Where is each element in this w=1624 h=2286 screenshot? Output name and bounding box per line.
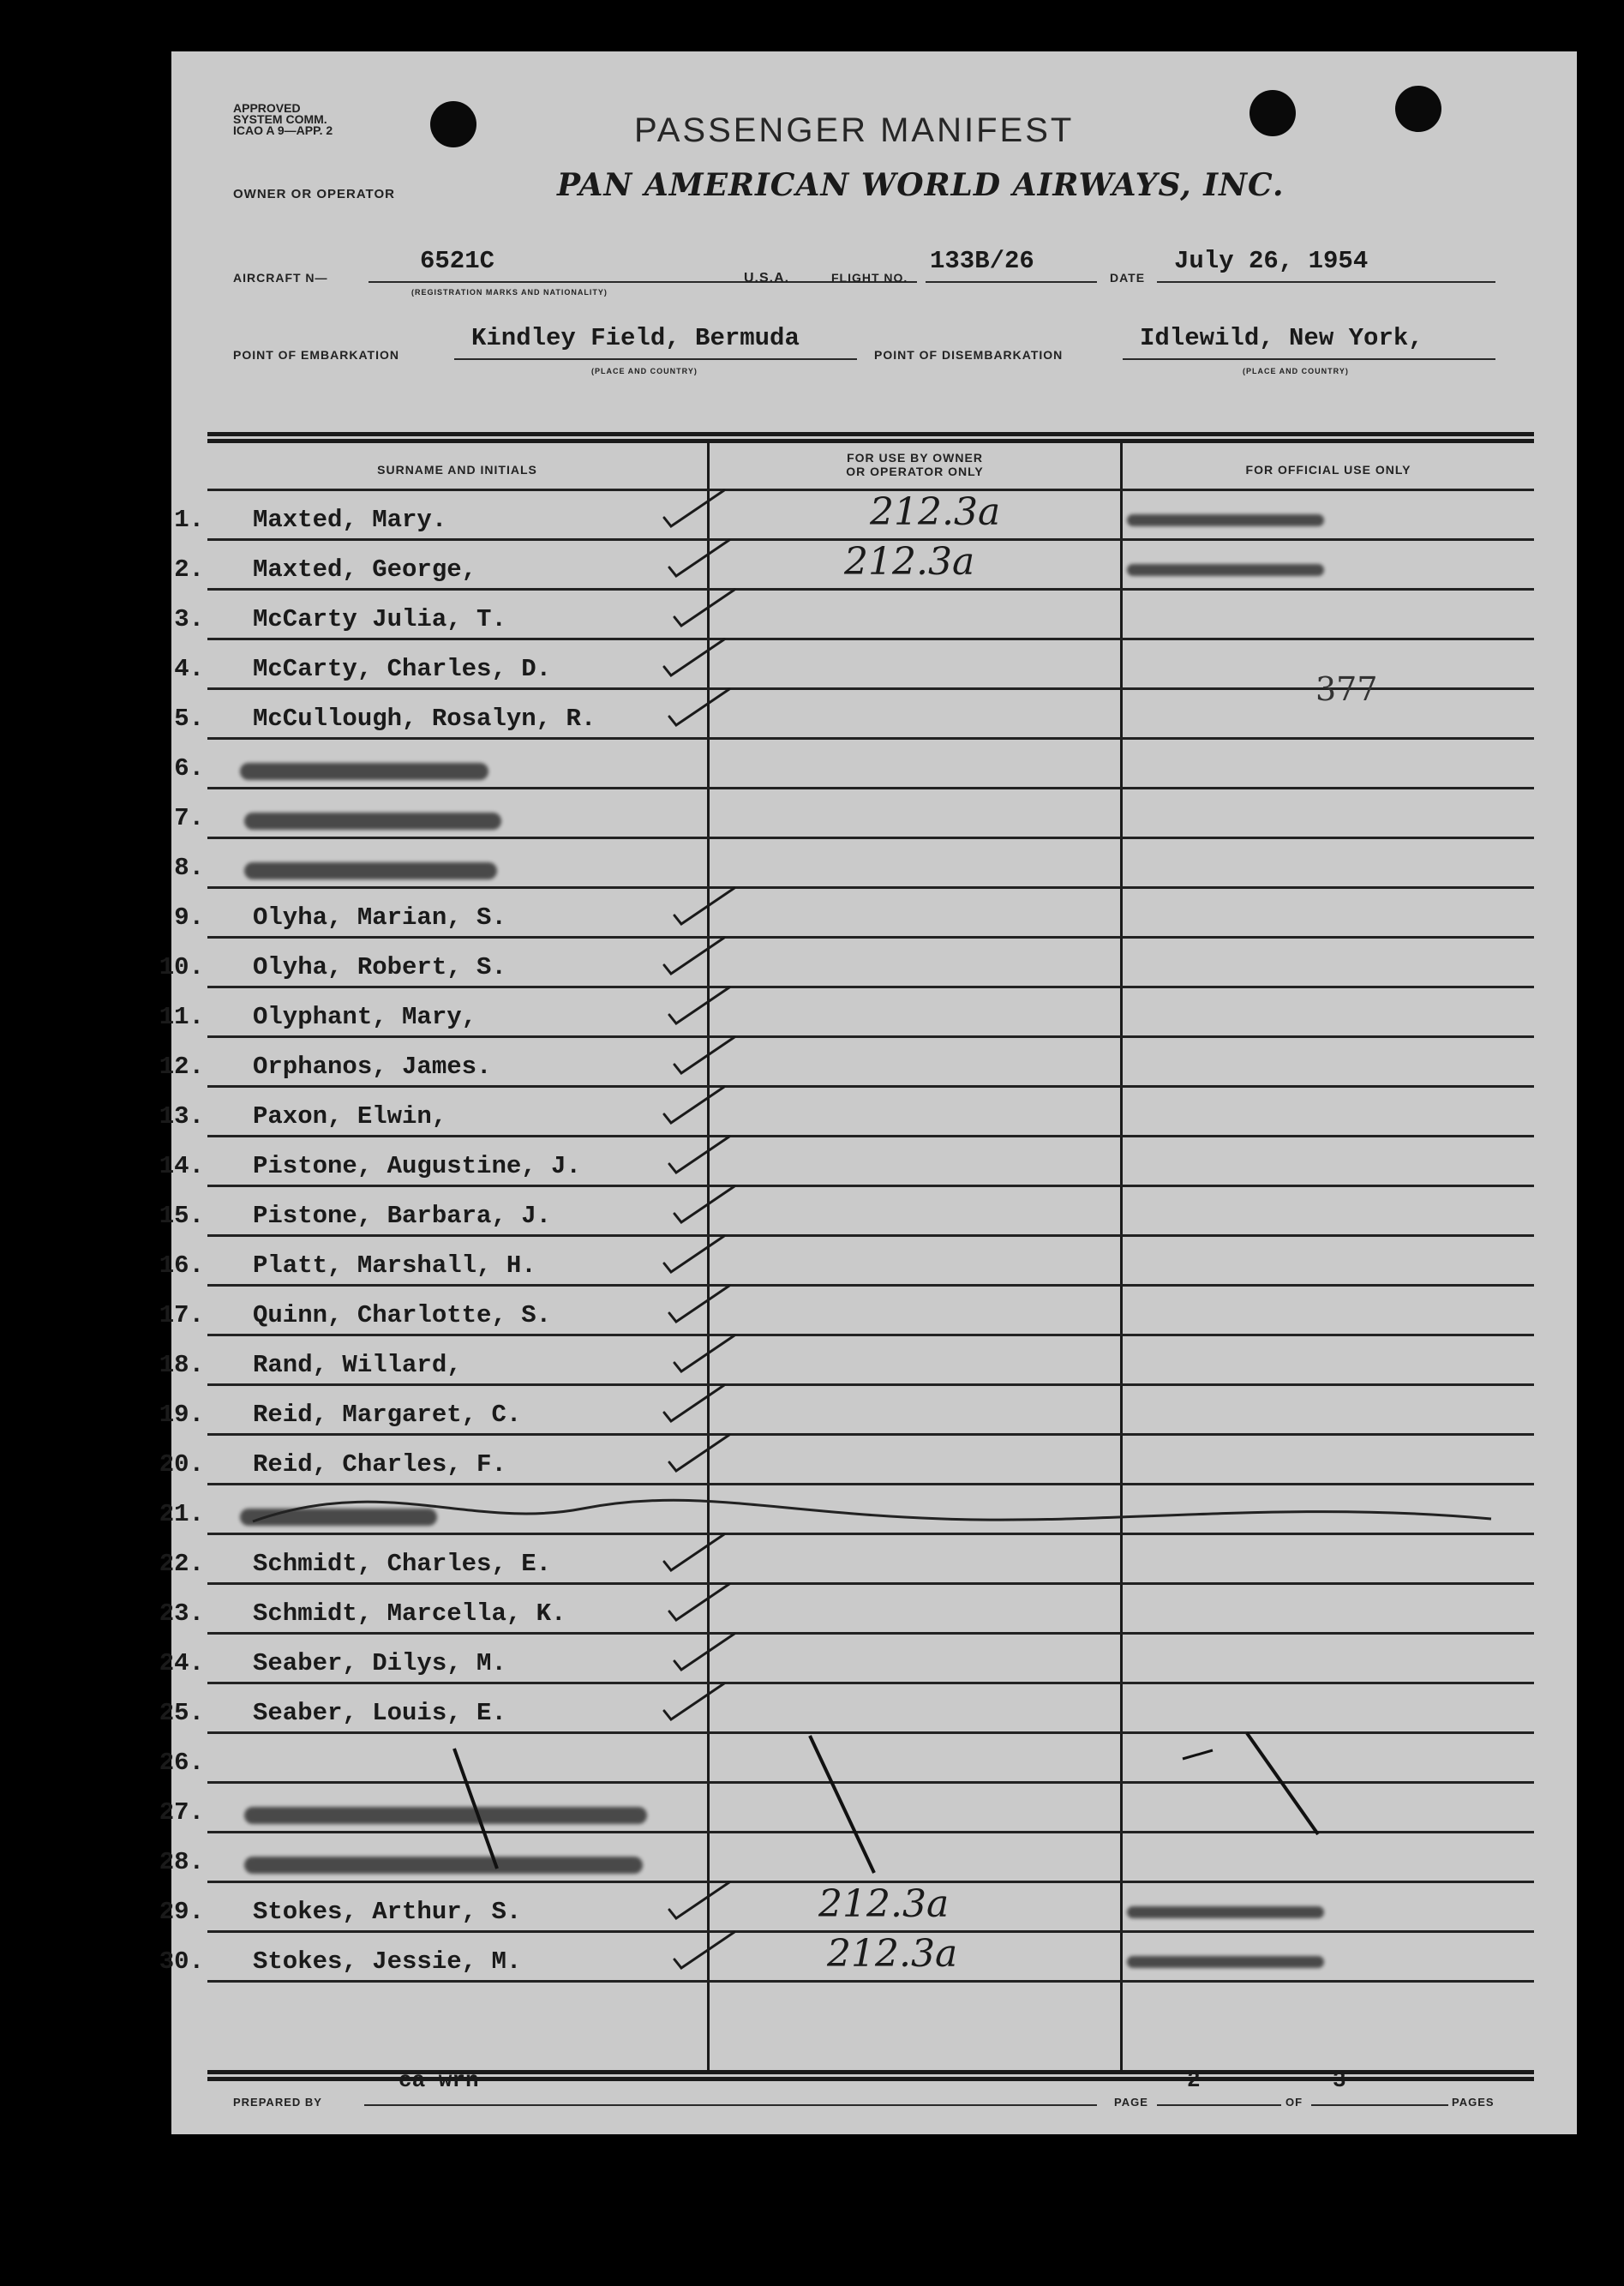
passenger-name: Platt, Marshall, H. xyxy=(253,1251,536,1280)
operator-name: PAN AMERICAN WORLD AIRWAYS, INC. xyxy=(557,167,1285,203)
row-number: 8. xyxy=(174,854,204,882)
check-mark xyxy=(669,987,729,1023)
check-mark xyxy=(664,1385,724,1421)
check-mark xyxy=(674,1335,734,1371)
row-number: 26. xyxy=(159,1749,204,1777)
check-mark xyxy=(674,1186,734,1222)
approval-line-2: SYSTEM COMM. xyxy=(233,112,327,126)
disembark-label: POINT OF DISEMBARKATION xyxy=(874,348,1064,362)
passenger-name: Paxon, Elwin, xyxy=(253,1102,447,1131)
row-number: 24. xyxy=(159,1649,204,1677)
approval-line-1: APPROVED xyxy=(233,101,301,115)
approval-line-3: ICAO A 9—APP. 2 xyxy=(233,123,333,137)
check-mark xyxy=(664,1236,724,1272)
aircraft-label: AIRCRAFT N— xyxy=(233,271,328,285)
row-number: 13. xyxy=(159,1102,204,1131)
pages-label: PAGES xyxy=(1452,2096,1495,2109)
row-number: 6. xyxy=(174,754,204,783)
strike-mark-27 xyxy=(454,1749,497,1869)
check-mark xyxy=(664,938,724,974)
passenger-name: Rand, Willard, xyxy=(253,1351,462,1379)
disembark-value: Idlewild, New York, xyxy=(1140,324,1423,352)
date-value: July 26, 1954 xyxy=(1174,247,1369,275)
owner-note: 212.3a xyxy=(827,1932,958,1976)
owner-label: OWNER OR OPERATOR xyxy=(233,187,395,201)
embark-label: POINT OF EMBARKATION xyxy=(233,348,399,362)
row-number: 2. xyxy=(174,555,204,584)
row-number: 21. xyxy=(159,1500,204,1528)
row-number: 7. xyxy=(174,804,204,832)
col-owner-header-line2: OR OPERATOR ONLY xyxy=(846,465,984,478)
check-mark xyxy=(664,639,724,675)
pen-marks xyxy=(171,51,1577,2134)
total-pages-value: 3 xyxy=(1333,2067,1346,2093)
row-number: 14. xyxy=(159,1152,204,1180)
check-mark xyxy=(674,888,734,924)
passenger-name: Olyha, Robert, S. xyxy=(253,953,506,981)
strike-mark-official xyxy=(1247,1733,1318,1834)
check-mark xyxy=(669,1137,729,1173)
strike-mark-owner xyxy=(810,1736,874,1873)
check-mark xyxy=(664,1087,724,1123)
passenger-name: Maxted, Mary. xyxy=(253,506,447,534)
row-number: 16. xyxy=(159,1251,204,1280)
check-mark xyxy=(674,590,734,626)
date-label: DATE xyxy=(1110,271,1146,285)
usa-label: U.S.A. xyxy=(744,271,790,285)
passenger-name: Olyphant, Mary, xyxy=(253,1003,477,1031)
passenger-name: Maxted, George, xyxy=(253,555,477,584)
check-mark xyxy=(664,490,724,526)
flight-value: 133B/26 xyxy=(930,247,1034,275)
passenger-name: Quinn, Charlotte, S. xyxy=(253,1301,552,1329)
page-value: 2 xyxy=(1187,2067,1201,2093)
flight-label: FLIGHT NO. xyxy=(831,271,908,285)
form-title: PASSENGER MANIFEST xyxy=(634,111,1075,149)
page-label: PAGE xyxy=(1114,2096,1148,2109)
passenger-name: Reid, Charles, F. xyxy=(253,1450,506,1479)
row-number: 9. xyxy=(174,903,204,932)
row-number: 12. xyxy=(159,1053,204,1081)
row-number: 17. xyxy=(159,1301,204,1329)
col-owner-header-line1: FOR USE BY OWNER xyxy=(847,451,983,465)
check-mark xyxy=(669,1286,729,1322)
official-note: 377 xyxy=(1315,670,1378,708)
passenger-name: McCarty, Charles, D. xyxy=(253,655,552,683)
passenger-name: Schmidt, Charles, E. xyxy=(253,1550,552,1578)
passenger-name: Stokes, Jessie, M. xyxy=(253,1947,522,1976)
check-mark xyxy=(674,1634,734,1670)
row-number: 22. xyxy=(159,1550,204,1578)
passenger-name: Pistone, Barbara, J. xyxy=(253,1202,552,1230)
row-number: 29. xyxy=(159,1898,204,1926)
strike-line-21 xyxy=(253,1500,1491,1521)
row-number: 25. xyxy=(159,1699,204,1727)
row-number: 28. xyxy=(159,1848,204,1876)
passenger-name: McCarty Julia, T. xyxy=(253,605,506,633)
row-number: 30. xyxy=(159,1947,204,1976)
passenger-name: Reid, Margaret, C. xyxy=(253,1401,522,1429)
embark-caption: (PLACE AND COUNTRY) xyxy=(591,367,698,375)
row-number: 11. xyxy=(159,1003,204,1031)
owner-note: 212.3a xyxy=(844,540,975,584)
check-mark xyxy=(669,689,729,725)
row-number: 1. xyxy=(174,506,204,534)
embark-value: Kindley Field, Bermuda xyxy=(471,324,800,352)
check-mark xyxy=(664,1534,724,1570)
owner-note: 212.3a xyxy=(818,1882,950,1926)
of-label: OF xyxy=(1285,2096,1303,2109)
row-number: 10. xyxy=(159,953,204,981)
passenger-name: Seaber, Dilys, M. xyxy=(253,1649,506,1677)
check-mark xyxy=(669,1882,729,1918)
aircraft-value: 6521C xyxy=(420,247,495,275)
registration-caption: (REGISTRATION MARKS AND NATIONALITY) xyxy=(411,288,608,297)
passenger-name: Orphanos, James. xyxy=(253,1053,492,1081)
row-number: 4. xyxy=(174,655,204,683)
row-number: 19. xyxy=(159,1401,204,1429)
passenger-name: Seaber, Louis, E. xyxy=(253,1699,506,1727)
row-number: 27. xyxy=(159,1798,204,1827)
passenger-name: Olyha, Marian, S. xyxy=(253,903,506,932)
check-mark xyxy=(669,1435,729,1471)
passenger-name: Pistone, Augustine, J. xyxy=(253,1152,581,1180)
manifest-page xyxy=(159,51,1577,2134)
col-official-header: FOR OFFICIAL USE ONLY xyxy=(1245,463,1411,477)
row-number: 5. xyxy=(174,705,204,733)
dash-mark xyxy=(1183,1750,1213,1759)
passenger-name: Stokes, Arthur, S. xyxy=(253,1898,522,1926)
passenger-name: McCullough, Rosalyn, R. xyxy=(253,705,596,733)
row-number: 18. xyxy=(159,1351,204,1379)
owner-note: 212.3a xyxy=(870,490,1001,534)
disembark-caption: (PLACE AND COUNTRY) xyxy=(1243,367,1349,375)
prepared-label: PREPARED BY xyxy=(233,2096,322,2109)
row-number: 23. xyxy=(159,1599,204,1628)
passenger-name: Schmidt, Marcella, K. xyxy=(253,1599,566,1628)
row-number: 20. xyxy=(159,1450,204,1479)
check-mark xyxy=(669,1584,729,1620)
check-mark xyxy=(664,1683,724,1719)
prepared-value: ca wrn xyxy=(399,2067,479,2093)
row-number: 3. xyxy=(174,605,204,633)
row-number: 15. xyxy=(159,1202,204,1230)
check-mark xyxy=(669,540,729,576)
check-mark xyxy=(674,1037,734,1073)
check-mark xyxy=(674,1932,734,1968)
col-surname-header: SURNAME AND INITIALS xyxy=(377,463,537,477)
